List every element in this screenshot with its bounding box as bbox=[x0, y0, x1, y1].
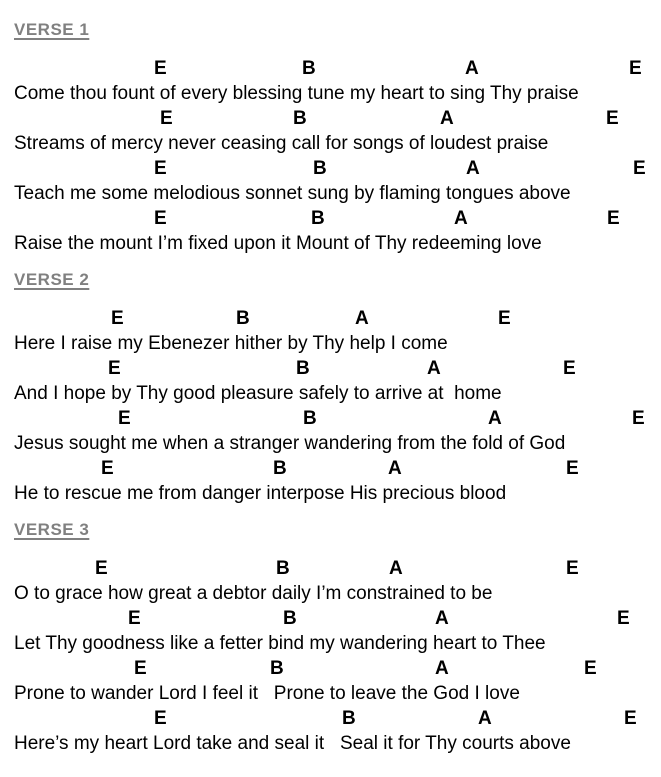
verse-3 bbox=[14, 520, 661, 756]
lyric-line: Here I raise my Ebenezer hither by Thy help I come bbox=[14, 333, 448, 354]
chord-A: A bbox=[454, 208, 468, 229]
chord-B: B bbox=[342, 708, 356, 729]
chord-B: B bbox=[236, 308, 250, 329]
chord-row bbox=[14, 656, 661, 681]
chord-E: E bbox=[617, 608, 630, 629]
chord-E: E bbox=[629, 58, 642, 79]
chord-A: A bbox=[388, 458, 402, 479]
verse-heading: VERSE 2 bbox=[14, 270, 90, 289]
chord-E: E bbox=[633, 158, 646, 179]
chord-B: B bbox=[303, 408, 317, 429]
chord-E: E bbox=[160, 108, 173, 129]
chord-E: E bbox=[566, 458, 579, 479]
lyric-line: Raise the mount I’m fixed upon it Mount of Thy redeeming love bbox=[14, 233, 542, 254]
chord-row bbox=[14, 606, 661, 631]
chord-row bbox=[14, 356, 661, 381]
chord-B: B bbox=[273, 458, 287, 479]
lyric-line: Let Thy goodness like a fetter bind my wandering heart to Thee bbox=[14, 633, 546, 654]
chord-A: A bbox=[435, 608, 449, 629]
chord-E: E bbox=[607, 208, 620, 229]
chord-row bbox=[14, 206, 661, 231]
chord-B: B bbox=[276, 558, 290, 579]
chord-E: E bbox=[566, 558, 579, 579]
chord-B: B bbox=[270, 658, 284, 679]
verse-2 bbox=[14, 270, 661, 506]
chord-E: E bbox=[584, 658, 597, 679]
chord-B: B bbox=[293, 108, 307, 129]
chord-E: E bbox=[154, 208, 167, 229]
chord-row bbox=[14, 406, 661, 431]
chord-E: E bbox=[632, 408, 645, 429]
lyric-line: O to grace how great a debtor daily I’m constrained to be bbox=[14, 583, 493, 604]
chord-E: E bbox=[118, 408, 131, 429]
chord-A: A bbox=[465, 58, 479, 79]
chord-E: E bbox=[624, 708, 637, 729]
chord-E: E bbox=[154, 708, 167, 729]
chord-E: E bbox=[154, 58, 167, 79]
chord-E: E bbox=[108, 358, 121, 379]
chord-E: E bbox=[563, 358, 576, 379]
chord-A: A bbox=[389, 558, 403, 579]
chord-E: E bbox=[498, 308, 511, 329]
verse-heading: VERSE 1 bbox=[14, 20, 90, 39]
chord-E: E bbox=[95, 558, 108, 579]
lyric-line: Come thou fount of every blessing tune my heart to sing Thy praise bbox=[14, 83, 579, 104]
chord-row bbox=[14, 156, 661, 181]
chord-E: E bbox=[134, 658, 147, 679]
chord-row bbox=[14, 456, 661, 481]
verse-heading: VERSE 3 bbox=[14, 520, 90, 539]
lyric-line: Prone to wander Lord I feel it Prone to leave the God I love bbox=[14, 683, 520, 704]
chord-A: A bbox=[355, 308, 369, 329]
chord-E: E bbox=[101, 458, 114, 479]
chord-E: E bbox=[111, 308, 124, 329]
chord-E: E bbox=[128, 608, 141, 629]
chord-row bbox=[14, 556, 661, 581]
chord-B: B bbox=[296, 358, 310, 379]
chord-row bbox=[14, 106, 661, 131]
chord-A: A bbox=[440, 108, 454, 129]
chord-row bbox=[14, 706, 661, 731]
verse-1 bbox=[14, 20, 661, 256]
chord-A: A bbox=[478, 708, 492, 729]
chord-A: A bbox=[435, 658, 449, 679]
chord-row bbox=[14, 306, 661, 331]
lyric-line: Streams of mercy never ceasing call for songs of loudest praise bbox=[14, 133, 549, 154]
chord-A: A bbox=[427, 358, 441, 379]
chord-B: B bbox=[311, 208, 325, 229]
lyric-line: He to rescue me from danger interpose His precious blood bbox=[14, 483, 507, 504]
chord-B: B bbox=[283, 608, 297, 629]
chord-B: B bbox=[302, 58, 316, 79]
lyric-line: Here’s my heart Lord take and seal it Seal it for Thy courts above bbox=[14, 733, 571, 754]
lyric-line: Teach me some melodious sonnet sung by flaming tongues above bbox=[14, 183, 571, 204]
chord-B: B bbox=[313, 158, 327, 179]
lyric-line: And I hope by Thy good pleasure safely to arrive at home bbox=[14, 383, 502, 404]
chord-E: E bbox=[154, 158, 167, 179]
lyric-line: Jesus sought me when a stranger wandering from the fold of God bbox=[14, 433, 566, 454]
chord-E: E bbox=[606, 108, 619, 129]
chord-A: A bbox=[488, 408, 502, 429]
chord-row bbox=[14, 56, 661, 81]
chord-A: A bbox=[466, 158, 480, 179]
